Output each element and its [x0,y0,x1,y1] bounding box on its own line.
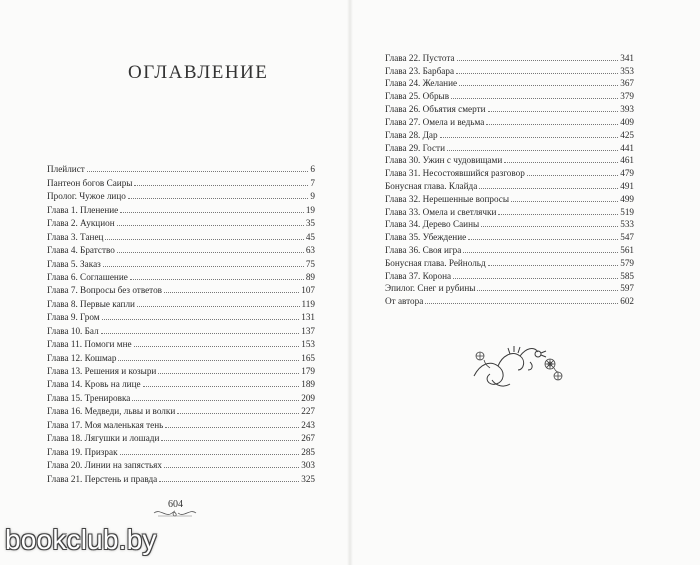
toc-entry [385,141,634,154]
toc-entry-label: Глава 3. Танец [47,231,104,242]
toc-entry-page: 267 [301,433,315,444]
toc-entry-label: Глава 26. Объятия смерти [385,104,486,115]
toc-entry-page: 89 [305,271,315,282]
toc-entry [47,417,315,430]
toc-entry-label: Плейлист [47,164,85,175]
dot-leader [498,214,618,215]
dot-leader [134,185,308,186]
toc-entry-page: 153 [301,339,315,350]
toc-entry-label: Глава 18. Лягушки и лошади [47,433,160,444]
toc-entry-page: 499 [620,193,634,204]
dot-leader [132,400,299,401]
toc-entry-page: 35 [305,218,315,229]
dot-leader [159,481,299,482]
dot-leader [511,201,618,202]
toc-entry [385,77,634,90]
toc-entry-label: Глава 8. Первые капли [47,298,135,309]
toc-entry [385,243,634,256]
dot-leader [103,266,304,267]
toc-entry [385,154,634,167]
toc-entry-page: 585 [620,270,634,281]
toc-entry-label: Глава 22. Пустота [385,52,455,63]
toc-entry-page: 137 [301,325,315,336]
toc-entry-label: Глава 15. Тренировка [47,392,131,403]
dot-leader [456,73,618,74]
dot-leader [137,306,300,307]
dot-leader [105,239,303,240]
toc-entry-page: 7 [310,177,315,188]
toc-entry [385,256,634,269]
toc-entry-page: 107 [301,285,315,296]
toc-entry [47,404,315,417]
toc-entry [47,283,315,296]
toc-entry-label: Глава 4. Братство [47,245,115,256]
toc-entry-label: Глава 7. Вопросы без ответов [47,285,163,296]
toc-entry [385,102,634,115]
toc-entry-page: 209 [301,392,315,403]
book-gutter [347,0,353,565]
toc-entry-page: 63 [305,245,315,256]
toc-entry-label: Глава 27. Омела и ведьма [385,116,485,127]
dot-leader [117,225,304,226]
toc-entry [47,350,315,363]
toc-entry [47,458,315,471]
toc-entry [47,390,315,403]
toc-entry [47,323,315,336]
toc-entry [47,243,315,256]
dot-leader [440,137,619,138]
toc-list-right [385,51,634,307]
toc-entry-label: Глава 20. Линии на запястьях [47,460,162,471]
toc-entry-label: Глава 33. Омела и светлячки [385,206,497,217]
toc-entry-label: Глава 35. Убеждение [385,232,467,243]
dot-leader [486,124,618,125]
dot-leader [87,171,309,172]
toc-entry-label: Эпилог. Снег и рубины [385,283,476,294]
toc-entry [47,202,315,215]
toc-entry-page: 179 [301,366,315,376]
toc-entry [385,192,634,205]
dot-leader [477,290,618,291]
dragon-ornament-icon [468,340,566,390]
toc-entry-page: 303 [301,460,315,471]
toc-entry-label: Глава 5. Заказ [47,258,101,269]
toc-entry [385,89,634,102]
toc-entry-label: Глава 16. Медведи, львы и волки [47,406,176,417]
dot-leader [101,333,300,334]
toc-entry-label: Глава 25. Обрыв [385,91,450,102]
toc-entry-label: От автора [385,296,424,307]
toc-entry [385,269,634,282]
page-number: 604 [168,499,183,510]
dot-leader [459,85,618,86]
toc-entry-page: 165 [301,352,315,363]
toc-entry-label: Глава 9. Гром [47,312,100,323]
dot-leader [128,198,309,199]
toc-entry-page: 9 [310,191,315,202]
toc-entry-page: 393 [620,104,634,115]
dot-leader [130,279,304,280]
toc-entry-page: 479 [620,168,634,179]
dot-leader [164,467,299,468]
toc-entry [385,128,634,141]
dot-leader [504,162,618,163]
toc-entry-page: 461 [620,155,634,166]
toc-entry-page: 379 [620,91,634,102]
toc-entry-page: 131 [301,312,315,323]
toc-entry-page: 441 [620,142,634,153]
toc-entry-label: Глава 21. Перстень и правда [47,473,158,484]
dot-leader [164,292,299,293]
toc-entry [385,179,634,192]
toc-entry [47,162,315,175]
dot-leader [481,226,618,227]
dot-leader [488,111,619,112]
toc-entry-page: 353 [620,65,634,76]
dot-leader [463,252,618,253]
toc-entry-page: 561 [620,245,634,255]
toc-entry [47,337,315,350]
toc-entry-label: Бонусная глава. Рейнольд [385,257,486,268]
toc-entry [47,310,315,323]
toc-entry-label: Глава 12. Кошмар [47,352,117,363]
toc-entry-label: Глава 29. Гости [385,142,445,153]
toc-entry [385,230,634,243]
toc-entry-page: 491 [620,180,634,191]
toc-entry [47,256,315,269]
toc-entry-label: Глава 23. Барбара [385,65,455,76]
toc-entry [47,229,315,242]
dot-leader [488,265,619,266]
toc-entry-label: Пролог. Чужое лицо [47,191,126,202]
dot-leader [468,239,618,240]
toc-entry [47,270,315,283]
toc-entry-label: Глава 32. Нерешенные вопросы [385,193,510,204]
toc-entry-label: Глава 13. Решения и козыри [47,366,157,376]
toc-entry [385,282,634,295]
toc-entry-page: 45 [305,231,315,242]
toc-entry [47,189,315,202]
toc-entry [47,364,315,377]
toc-entry-page: 227 [301,406,315,417]
toc-entry-label: Глава 37. Корона [385,270,452,281]
dot-leader [158,373,299,374]
toc-entry-label: Пантеон богов Саиры [47,177,133,188]
toc-entry [385,115,634,128]
toc-entry-page: 243 [301,419,315,430]
toc-entry-page: 367 [620,78,634,89]
dot-leader [118,360,299,361]
toc-entry-page: 579 [620,257,634,268]
toc-entry-page: 547 [620,232,634,243]
flourish-ornament-icon [152,508,198,518]
toc-entry [47,216,315,229]
toc-title: ОГЛАВЛЕНИЕ [128,62,269,83]
dot-leader [120,454,300,455]
dot-leader [177,413,299,414]
dot-leader [134,346,300,347]
toc-entry-label: Глава 17. Моя маленькая тень [47,419,164,430]
dot-leader [117,252,304,253]
toc-entry [385,294,634,307]
dot-leader [161,440,299,441]
dot-leader [447,150,618,151]
toc-entry-label: Глава 34. Дерево Саины [385,219,480,230]
toc-entry-label: Глава 1. Пленение [47,204,119,215]
dot-leader [143,386,300,387]
toc-entry [385,205,634,218]
toc-entry [47,444,315,457]
toc-entry-label: Глава 6. Соглашение [47,271,128,282]
toc-entry-page: 533 [620,219,634,230]
toc-entry-page: 425 [620,129,634,140]
toc-list-left [47,162,315,485]
toc-entry [47,431,315,444]
toc-entry-label: Глава 28. Дар [385,129,438,140]
dot-leader [453,278,618,279]
toc-entry [47,377,315,390]
toc-entry-label: Глава 10. Бал [47,325,99,336]
toc-entry [47,296,315,309]
toc-entry-label: Бонусная глава. Клайда [385,180,478,191]
toc-entry-label: Глава 11. Помоги мне [47,339,132,350]
dot-leader [425,303,618,304]
dot-leader [451,98,618,99]
toc-entry-page: 597 [620,283,634,294]
dot-leader [527,175,618,176]
toc-entry-label: Глава 14. Кровь на лице [47,379,141,390]
toc-entry-page: 602 [620,296,634,307]
watermark-text: bookclub.by [5,524,157,555]
dot-leader [165,427,299,428]
toc-entry-label: Глава 19. Призрак [47,446,118,457]
toc-entry-page: 341 [620,52,634,63]
toc-entry-label: Глава 31. Несостоявшийся разговор [385,168,525,179]
toc-entry [385,64,634,77]
dot-leader [457,60,619,61]
toc-entry-page: 189 [301,379,315,390]
dot-leader [479,188,618,189]
dot-leader [102,319,300,320]
toc-entry [385,51,634,64]
toc-entry [385,218,634,231]
toc-entry-page: 75 [305,258,315,269]
toc-entry-page: 519 [620,206,634,217]
toc-entry-page: 6 [310,164,315,175]
toc-entry-page: 409 [620,116,634,127]
toc-entry [385,166,634,179]
toc-entry-page: 325 [301,473,315,484]
toc-entry-page: 119 [301,298,315,309]
dot-leader [120,212,304,213]
toc-entry-label: Глава 36. Своя игра [385,245,462,255]
toc-entry [47,175,315,188]
toc-entry-label: Глава 24. Желание [385,78,458,89]
toc-entry-page: 285 [301,446,315,457]
toc-entry-label: Глава 30. Ужин с чудовищами [385,155,503,166]
toc-entry [47,471,315,484]
toc-entry-label: Глава 2. Аукцион [47,218,115,229]
toc-entry-page: 19 [305,204,315,215]
